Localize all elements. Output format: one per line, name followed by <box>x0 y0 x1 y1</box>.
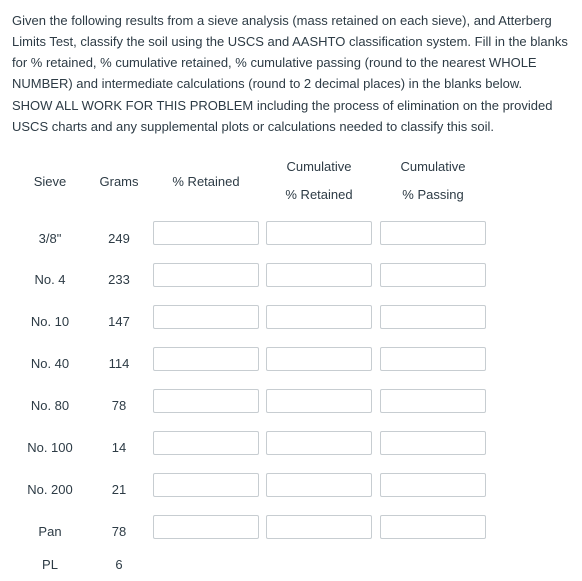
grams-value: 78 <box>111 398 127 413</box>
sieve-label: No. 80 <box>30 398 70 413</box>
cum-retained-input[interactable] <box>266 263 372 287</box>
sieve-label: Pan <box>38 524 62 539</box>
cum-retained-input[interactable] <box>266 473 372 497</box>
cum-passing-input[interactable] <box>380 347 486 371</box>
cum-retained-input[interactable] <box>266 389 372 413</box>
grams-value: 249 <box>108 231 130 246</box>
header-sieve: Sieve <box>33 174 67 189</box>
grams-value: 14 <box>111 440 127 455</box>
cum-retained-input[interactable] <box>266 221 372 245</box>
cum-passing-input[interactable] <box>380 305 486 329</box>
retained-input[interactable] <box>153 263 259 287</box>
sieve-label: No. 40 <box>30 356 70 371</box>
sieve-label: No. 100 <box>27 440 73 455</box>
sieve-label: 3/8" <box>38 231 62 246</box>
retained-input[interactable] <box>153 431 259 455</box>
cum-passing-input[interactable] <box>380 473 486 497</box>
cum-retained-input[interactable] <box>266 305 372 329</box>
retained-input[interactable] <box>153 221 259 245</box>
cum-passing-input[interactable] <box>380 431 486 455</box>
pl-label: PL <box>42 557 58 572</box>
cum-retained-input[interactable] <box>266 515 372 539</box>
sieve-label: No. 4 <box>34 272 66 287</box>
question-show-work: SHOW ALL WORK FOR THIS PROBLEM including the process of elimination on the provided USCS charts and any supplemental plots or calculations needed to classify this soil. <box>12 98 553 134</box>
grams-value: 147 <box>108 314 130 329</box>
cum-passing-input[interactable] <box>380 389 486 413</box>
retained-input[interactable] <box>153 347 259 371</box>
header-cum-passing-top: Cumulative <box>400 159 466 174</box>
pl-value: 6 <box>115 557 123 572</box>
sieve-label: No. 200 <box>27 482 73 497</box>
cum-passing-input[interactable] <box>380 221 486 245</box>
retained-input[interactable] <box>153 515 259 539</box>
header-cum-retained-bottom: % Retained <box>285 187 353 202</box>
retained-input[interactable] <box>153 389 259 413</box>
retained-input[interactable] <box>153 473 259 497</box>
question-intro: Given the following results from a sieve analysis (mass retained on each sieve), and Atterberg Limits Test, classify the soil using the USCS and AASHTO classification system. Fill in the blanks for % retained, % cumulative retained, % cumulative passing (round to the nearest WHOLE NUMBER) and intermediate calculations (round to 2 decimal places) in the blanks below. <box>12 13 568 91</box>
grams-value: 78 <box>111 524 127 539</box>
grams-value: 21 <box>111 482 127 497</box>
cum-passing-input[interactable] <box>380 515 486 539</box>
header-cum-retained-top: Cumulative <box>286 159 352 174</box>
header-retained: % Retained <box>172 174 240 189</box>
sieve-label: No. 10 <box>30 314 70 329</box>
retained-input[interactable] <box>153 305 259 329</box>
header-cum-passing-bottom: % Passing <box>402 187 464 202</box>
cum-passing-input[interactable] <box>380 263 486 287</box>
grams-value: 114 <box>108 356 130 371</box>
cum-retained-input[interactable] <box>266 347 372 371</box>
header-grams: Grams <box>99 174 139 189</box>
grams-value: 233 <box>108 272 130 287</box>
cum-retained-input[interactable] <box>266 431 372 455</box>
